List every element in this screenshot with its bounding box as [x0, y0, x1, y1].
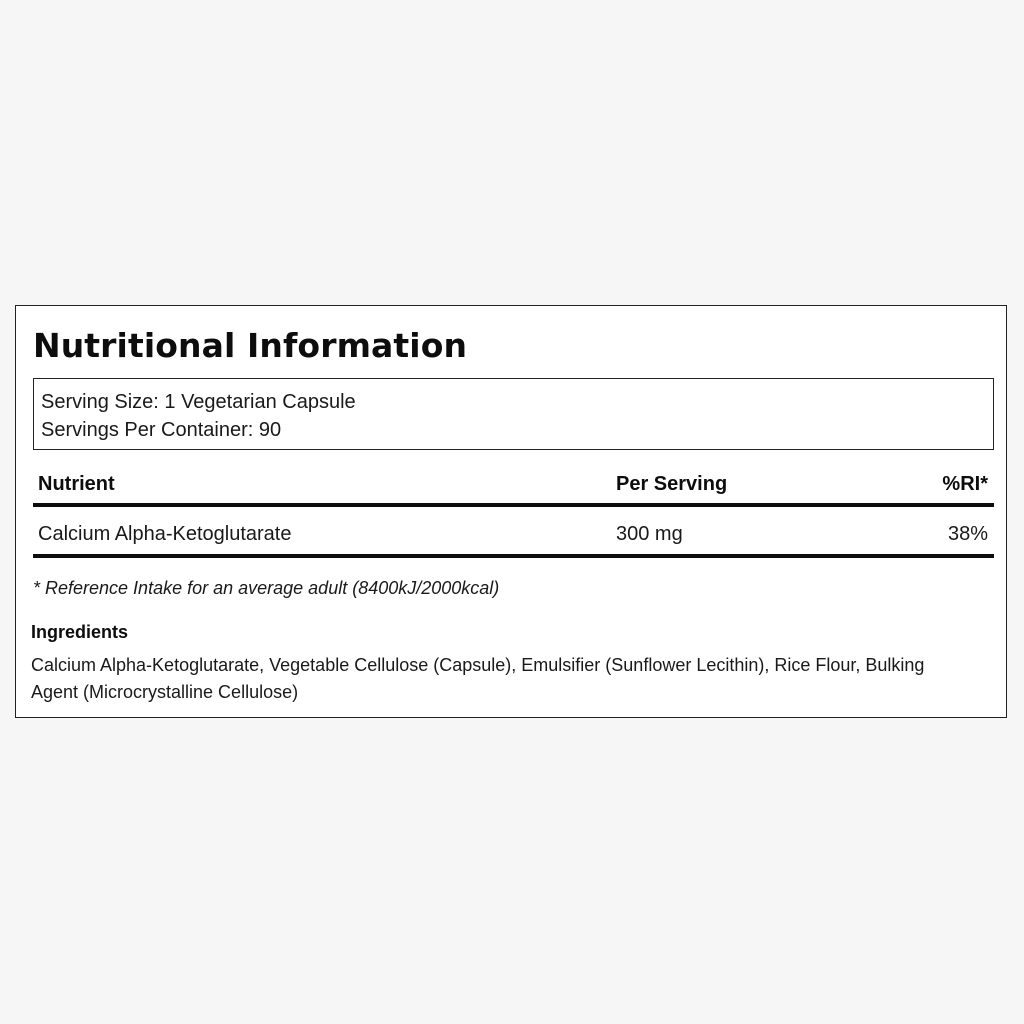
servings-per-container: Servings Per Container: 90: [41, 419, 282, 441]
ingredients-list: Calcium Alpha-Ketoglutarate, Vegetable Cellulose (Capsule), Emulsifier (Sunflower Lecithin), Rice Flour, Bulking Agent (Microcrystalline Cellulose): [31, 655, 925, 702]
panel-title: Nutritional Information: [33, 326, 468, 365]
header-nutrient: Nutrient: [38, 473, 115, 495]
nutrient-ri-percent: 38%: [947, 523, 988, 545]
serving-info-box: [33, 378, 994, 450]
table-row: [33, 517, 994, 551]
nutrient-table: [33, 467, 994, 558]
serving-size: Serving Size: 1 Vegetarian Capsule: [41, 391, 356, 413]
table-divider: [33, 503, 994, 507]
ingredients-heading: Ingredients: [31, 622, 129, 642]
header-ri: %RI*: [942, 473, 988, 495]
nutrient-name: Calcium Alpha-Ketoglutarate: [38, 523, 292, 545]
table-bottom-rule: [33, 554, 994, 558]
header-per-serving: Per Serving: [616, 473, 728, 495]
nutrient-amount: 300 mg: [616, 523, 683, 545]
table-header-row: [33, 467, 994, 501]
nutrition-panel: [15, 305, 1007, 718]
reference-intake-footnote: * Reference Intake for an average adult (8400kJ/2000kcal): [33, 578, 500, 598]
